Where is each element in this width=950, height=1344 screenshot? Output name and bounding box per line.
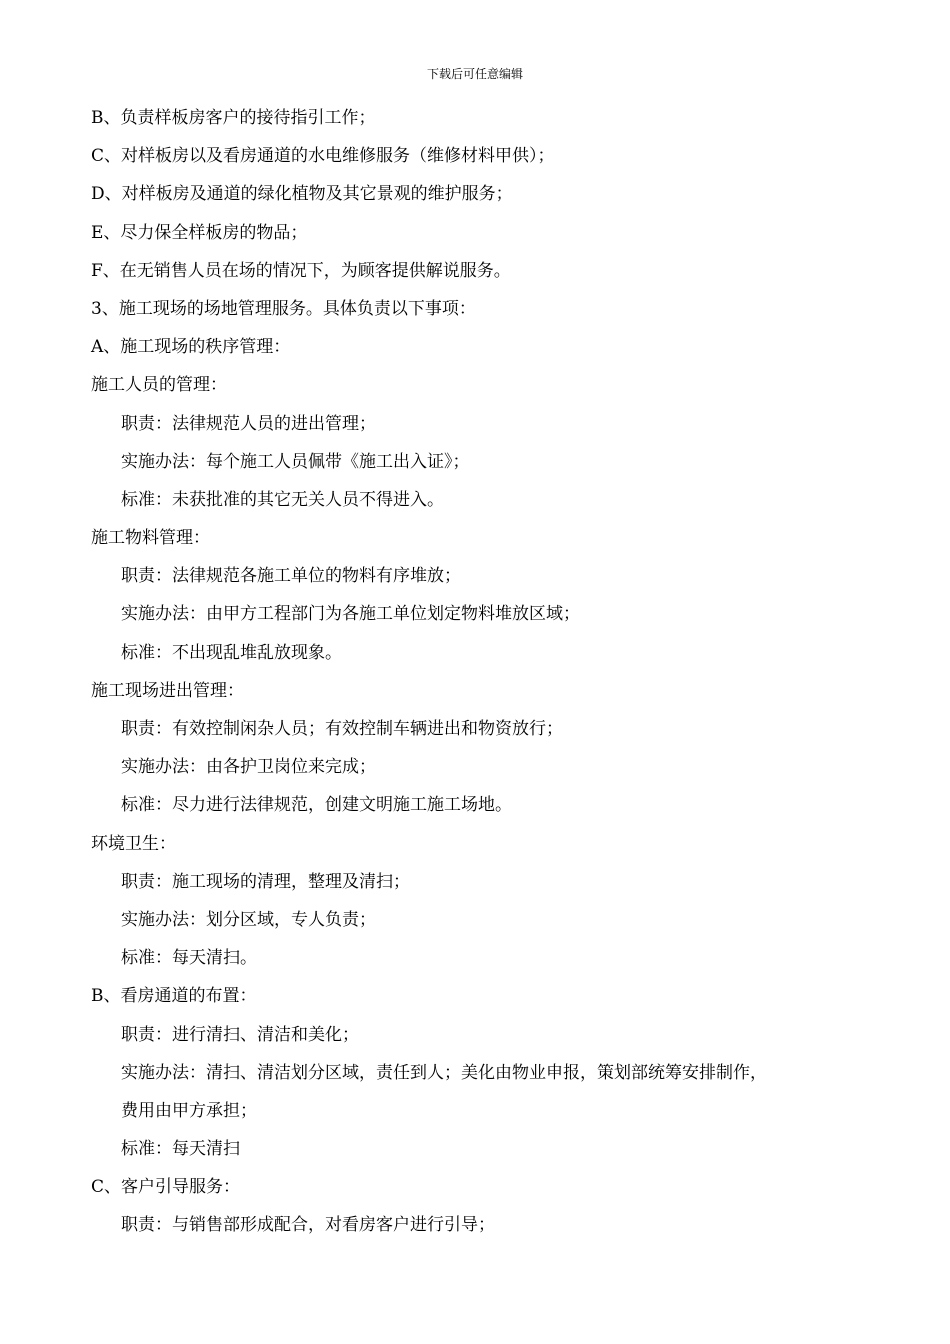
- indented-paragraph-line: 职责：进行清扫、清洁和美化；: [121, 1024, 359, 1045]
- indented-paragraph-line: 标准：每天清扫: [121, 1139, 240, 1160]
- indented-paragraph-line: 实施办法：每个施工人员佩带《施工出入证》；: [121, 451, 470, 472]
- indented-paragraph-line: 标准：尽力进行法律规范，创建文明施工施工场地。: [121, 795, 512, 816]
- document-body: [91, 99, 861, 1245]
- paragraph-line: D、对样板房及通道的绿化植物及其它景观的维护服务；: [91, 184, 513, 205]
- indented-paragraph-line: 实施办法：由各护卫岗位来完成；: [121, 757, 376, 778]
- indented-paragraph-line: 实施办法：清扫、清洁划分区域，责任到人；美化由物业申报，策划部统筹安排制作，: [121, 1062, 767, 1083]
- page-header: 下载后可任意编辑: [426, 67, 523, 81]
- paragraph-line: 施工物料管理：: [91, 528, 210, 549]
- indented-paragraph-line: 费用由甲方承担；: [121, 1100, 257, 1121]
- indented-paragraph-line: 标准：每天清扫。: [121, 948, 257, 969]
- indented-paragraph-line: 标准：未获批准的其它无关人员不得进入。: [121, 489, 444, 510]
- paragraph-line: F、在无销售人员在场的情况下，为顾客提供解说服务。: [91, 260, 511, 281]
- paragraph-line: C、对样板房以及看房通道的水电维修服务（维修材料甲供）；: [91, 146, 555, 167]
- indented-paragraph-line: 标准：不出现乱堆乱放现象。: [121, 642, 342, 663]
- indented-paragraph-line: 实施办法：划分区域，专人负责；: [121, 909, 376, 930]
- indented-paragraph-line: 职责：与销售部形成配合，对看房客户进行引导；: [121, 1215, 495, 1236]
- paragraph-line: A、施工现场的秩序管理：: [91, 337, 291, 358]
- indented-paragraph-line: 职责：有效控制闲杂人员；有效控制车辆进出和物资放行；: [121, 719, 563, 739]
- paragraph-line: 环境卫生：: [91, 833, 176, 854]
- indented-paragraph-line: 实施办法：由甲方工程部门为各施工单位划定物料堆放区域；: [121, 604, 580, 625]
- paragraph-line: C、客户引导服务：: [91, 1177, 241, 1198]
- paragraph-line: B、负责样板房客户的接待指引工作；: [91, 108, 376, 128]
- paragraph-line: 施工现场进出管理：: [91, 680, 244, 701]
- indented-paragraph-line: 职责：法律规范各施工单位的物料有序堆放；: [121, 566, 461, 587]
- paragraph-line: B、看房通道的布置：: [91, 986, 257, 1007]
- indented-paragraph-line: 职责：施工现场的清理，整理及清扫；: [121, 871, 410, 892]
- indented-paragraph-line: 职责：法律规范人员的进出管理；: [121, 413, 376, 434]
- paragraph-line: 施工人员的管理：: [91, 375, 227, 396]
- paragraph-line: E、尽力保全样板房的物品；: [91, 222, 308, 243]
- paragraph-line: 3、施工现场的场地管理服务。具体负责以下事项：: [91, 298, 476, 319]
